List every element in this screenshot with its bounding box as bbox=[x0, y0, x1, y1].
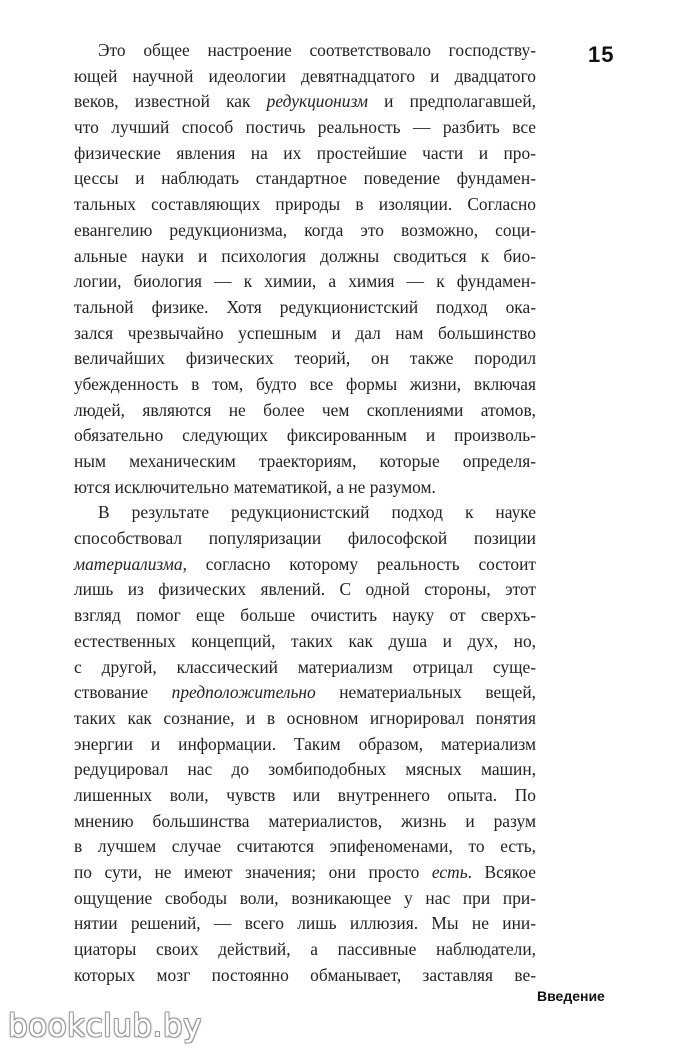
text-line: взгляд помог еще больше очистить науку от сверхъ- bbox=[74, 605, 536, 626]
emphasis: предположительно bbox=[171, 682, 316, 703]
text-line: ющей научной идеологии девятнадцатого и двадцатого bbox=[74, 65, 536, 86]
text-line: мнению большинства материалистов, жизнь и разум bbox=[74, 810, 536, 831]
text-line: евангелию редукционизма, когда это возможно, соци- bbox=[74, 219, 536, 240]
text-line: редуцировал нас до зомбиподобных мясных машин, bbox=[74, 759, 536, 780]
emphasis: есть bbox=[431, 862, 468, 882]
text-line: логии, биология — к химии, а химия — к фундамен- bbox=[74, 271, 536, 292]
emphasis: редукционизм bbox=[266, 91, 368, 112]
text-line: материализма, согласно которому реальность состоит bbox=[74, 553, 536, 574]
text-line: которых мозг постоянно обманывает, заставляя ве- bbox=[74, 964, 536, 985]
text-line: циаторы своих действий, а пассивные наблюдатели, bbox=[74, 939, 536, 960]
running-footer: Введение bbox=[537, 988, 605, 1004]
text-line: Это общее настроение соответствовало господству- bbox=[98, 40, 536, 60]
text-line: таких как сознание, и в основном игнорировал понятия bbox=[74, 707, 536, 728]
text-line: цессы и наблюдать стандартное поведение фундамен- bbox=[74, 168, 536, 189]
text-line: людей, являются не более чем скоплениями атомов, bbox=[74, 399, 536, 420]
text-line: тальной физике. Хотя редукционистский подход ока- bbox=[74, 296, 536, 317]
text-line: величайших физических теорий, он также породил bbox=[74, 348, 536, 369]
text-line: способствовал популяризации философской позиции bbox=[74, 528, 536, 549]
text-line: тальных составляющих природы в изоляции. Согласно bbox=[74, 194, 536, 215]
text-line: лишь из физических явлений. С одной стороны, этот bbox=[74, 579, 536, 600]
text-line: естественных концепций, таких как душа и дух, но, bbox=[74, 630, 536, 651]
text-line: по сути, не имеют значения; они просто есть. Всякое bbox=[74, 862, 536, 882]
body-text bbox=[74, 38, 536, 988]
page-number: 15 bbox=[588, 42, 615, 67]
text-line: с другой, классический материализм отрицал суще- bbox=[74, 656, 536, 677]
text-line: физические явления на их простейшие части и про- bbox=[74, 142, 536, 163]
emphasis: материализма bbox=[74, 553, 183, 574]
text-line: ощущение свободы воли, возникающее у нас при при- bbox=[74, 887, 536, 908]
text-line: энергии и информации. Таким образом, материализм bbox=[74, 733, 536, 754]
text-line: альные науки и психология должны сводиться к био- bbox=[74, 245, 536, 266]
text-line: нятии решений, — всего лишь иллюзия. Мы не ини- bbox=[74, 913, 536, 934]
text-line: в лучшем случае считаются эпифеноменами, то есть, bbox=[74, 836, 536, 857]
text-line: В результате редукционистский подход к науке bbox=[98, 502, 536, 523]
text-line: веков, известной как редукционизм и предполагавшей, bbox=[74, 91, 536, 112]
text-line: ются исключительно математикой, а не разумом. bbox=[74, 476, 436, 497]
text-line: что лучший способ постичь реальность — разбить все bbox=[74, 117, 536, 138]
text-line: убежденность в том, будто все формы жизни, включая bbox=[74, 373, 536, 394]
text-line: зался чрезвычайно успешным и дал нам большинство bbox=[74, 322, 536, 343]
watermark: bookclub.by bbox=[8, 1008, 202, 1044]
text-line: лишенных воли, чувств или внутреннего опыта. По bbox=[74, 784, 536, 805]
text-line: обязательно следующих фиксированным и произволь- bbox=[74, 425, 536, 446]
text-line: ным механическим траекториям, которые определя- bbox=[74, 451, 536, 471]
text-line: ствование предположительно нематериальных вещей, bbox=[74, 682, 536, 703]
